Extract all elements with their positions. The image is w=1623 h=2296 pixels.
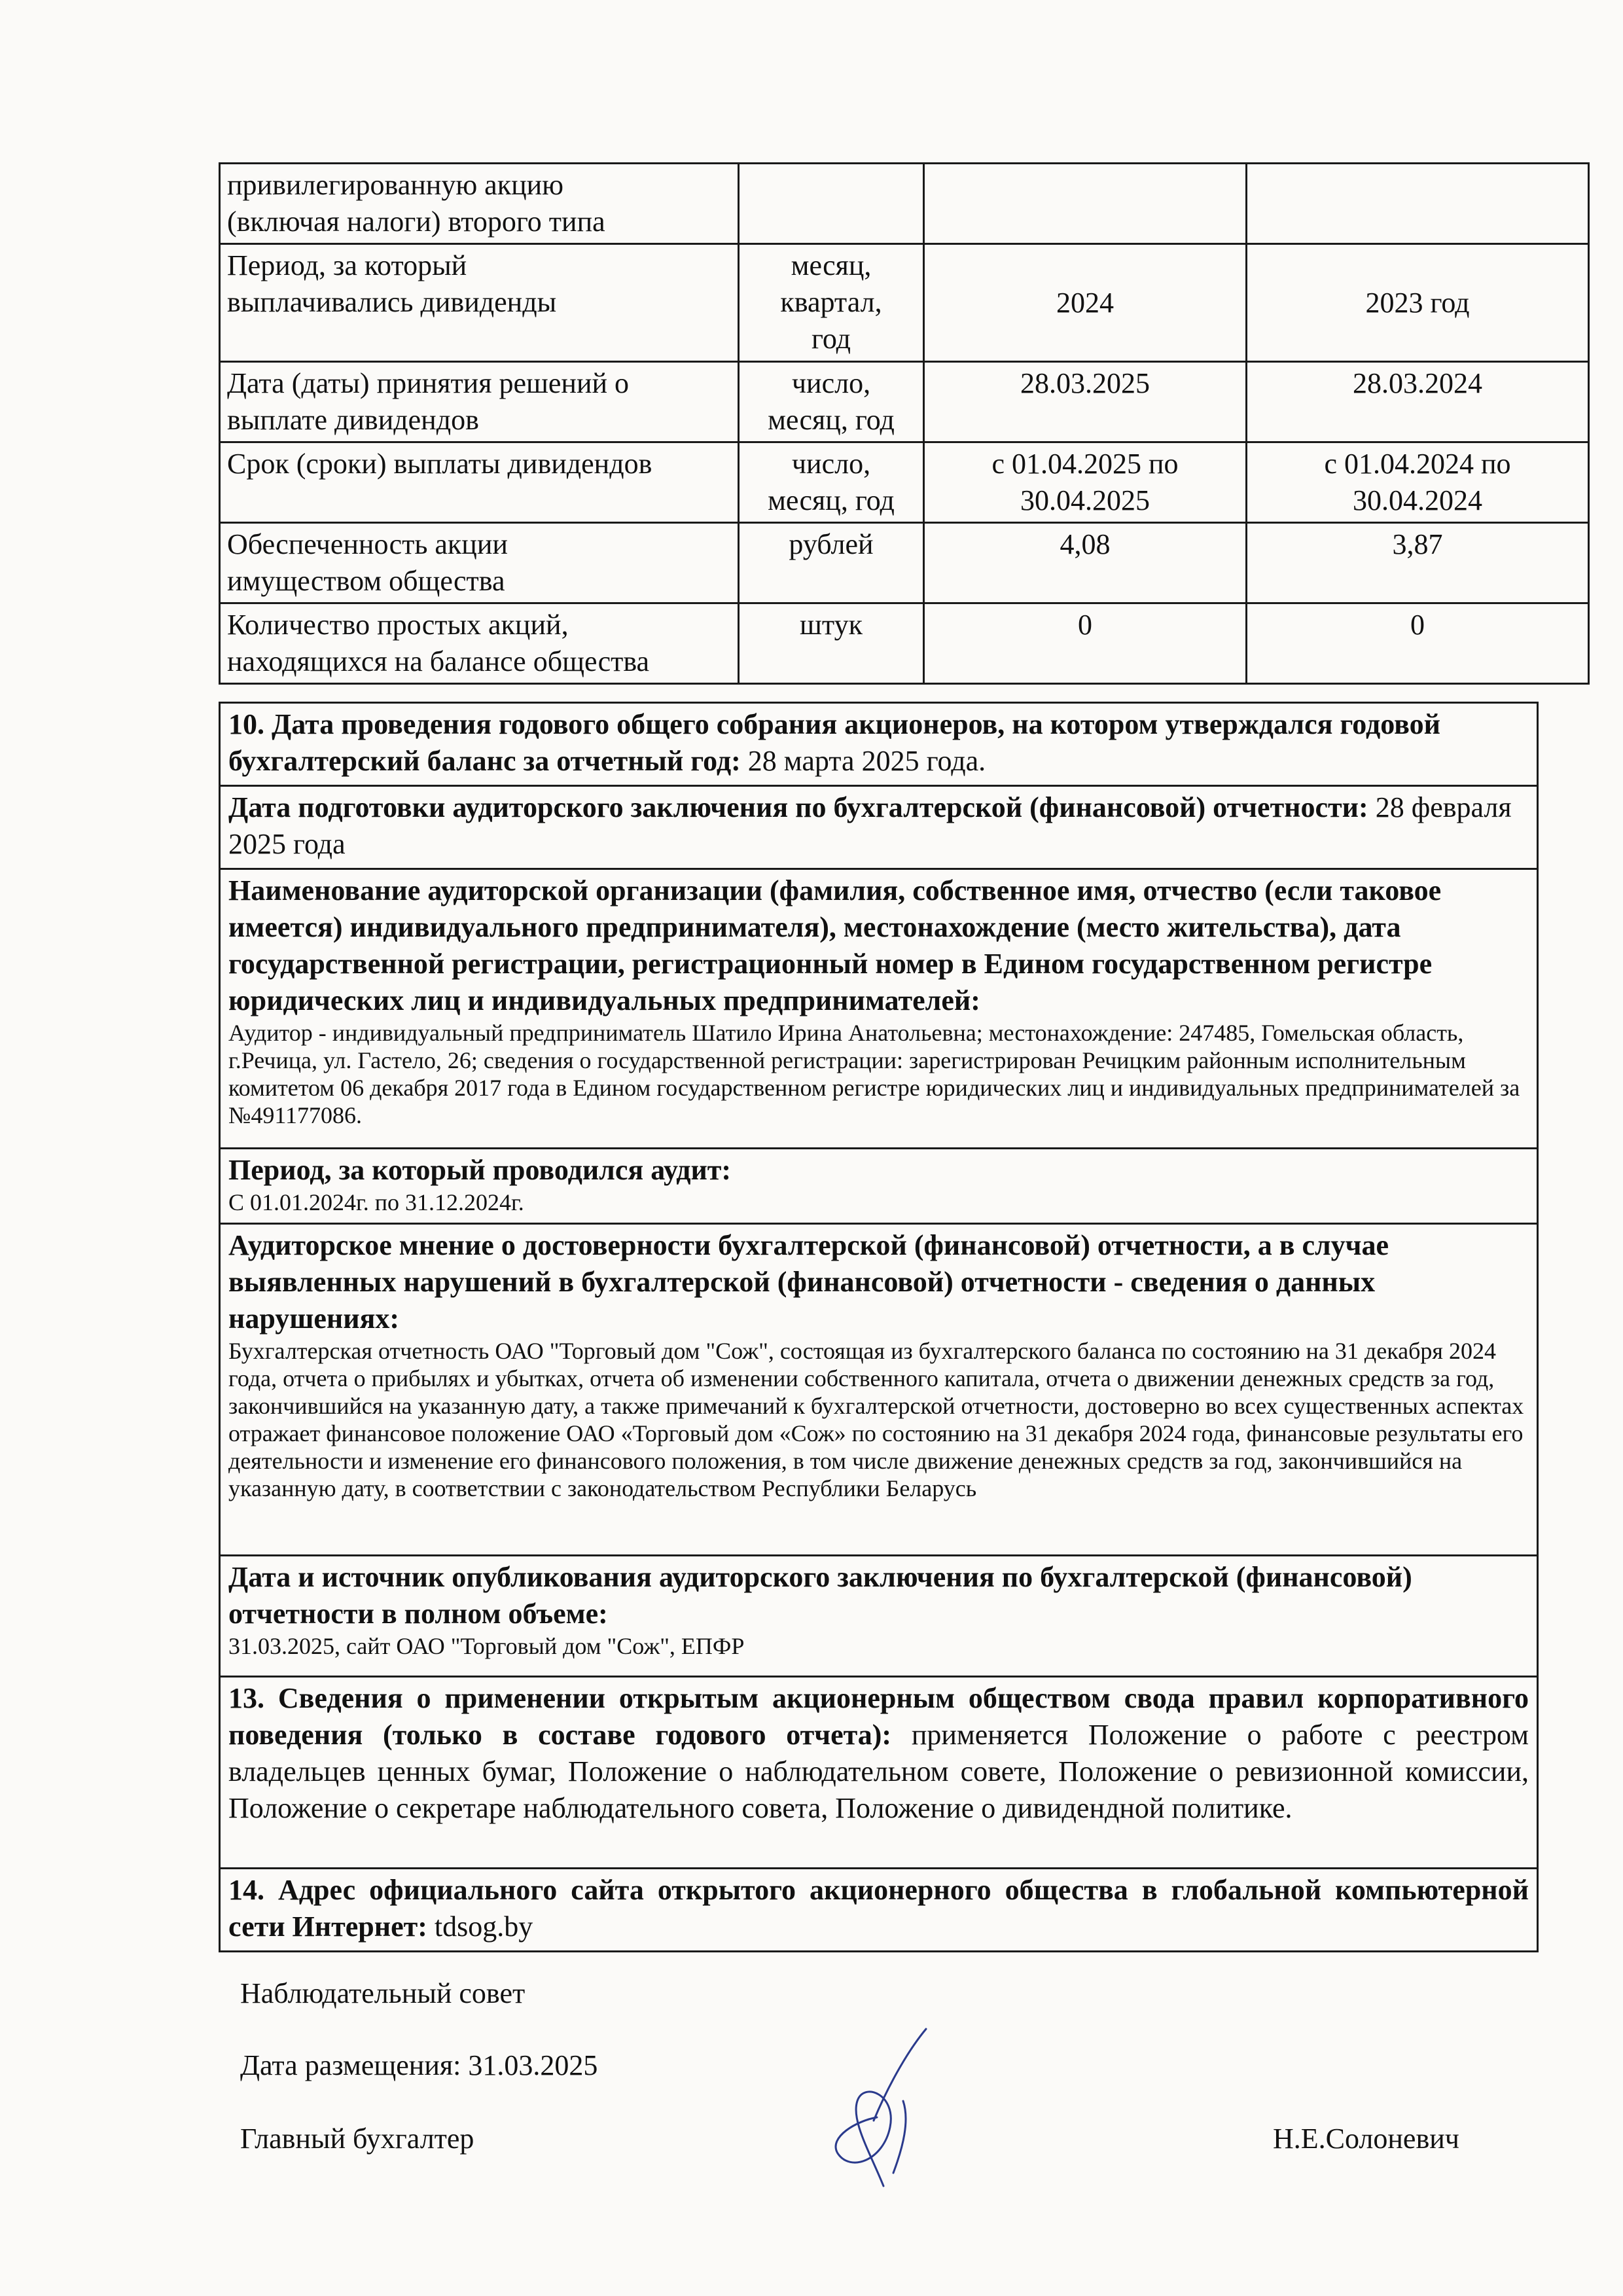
table-cell <box>739 442 924 523</box>
dividend-table <box>219 162 1590 685</box>
agm-date-row <box>220 703 1538 786</box>
table-cell <box>1247 362 1589 442</box>
audit-period-row <box>220 1149 1538 1224</box>
posting-date: Дата размещения: 31.03.2025 <box>240 2049 598 2081</box>
table-row <box>220 362 1589 442</box>
table-row <box>220 523 1589 603</box>
cell-line: число, <box>791 367 871 399</box>
table-cell <box>739 362 924 442</box>
audit-report-date-value: 28 февраля 2025 года <box>228 791 1512 860</box>
cell-line: привилегированную акцию <box>227 169 564 201</box>
table-cell <box>924 244 1247 362</box>
cell-line: месяц, год <box>768 404 895 436</box>
cell-line: 2023 год <box>1365 286 1470 319</box>
cell-line: находящихся на балансе общества <box>227 645 650 677</box>
auditor-row <box>220 869 1538 1149</box>
cell-line: рублей <box>789 528 874 560</box>
table-cell <box>220 603 739 684</box>
publication-row <box>220 1556 1538 1677</box>
audit-opinion-heading: Аудиторское мнение о достоверности бухгалтерской (финансовой) отчетности, а в случае выявленных нарушений в бухгалтерской (финансовой) отчетности - сведения о данных нарушениях: <box>228 1229 1389 1335</box>
cell-line: с 01.04.2024 по <box>1324 448 1511 480</box>
agm-date-heading: 10. Дата проведения годового общего собрания акционеров, на котором утверждался годовой бухгалтерский баланс за отчетный год: <box>228 708 1440 777</box>
website-heading: 14. Адрес официального сайта открытого акционерного общества в глобальной компьютерной сети Интернет: <box>228 1874 1529 1943</box>
cell-line: 28.03.2024 <box>1353 367 1482 399</box>
table-cell <box>924 523 1247 603</box>
table-cell <box>220 362 739 442</box>
chief-accountant-name: Н.Е.Солоневич <box>1273 2123 1459 2155</box>
table-cell <box>220 244 739 362</box>
table-cell <box>739 244 924 362</box>
cell-line: Период, за который <box>227 249 467 281</box>
audit-report-date-row <box>220 786 1538 869</box>
table-cell <box>924 164 1247 244</box>
cell-line: 4,08 <box>1060 528 1111 560</box>
cell-line: 3,87 <box>1392 528 1443 560</box>
table-cell <box>1247 244 1589 362</box>
cell-line: число, <box>791 448 871 480</box>
table-row <box>220 244 1589 362</box>
cell-line: 0 <box>1410 609 1425 641</box>
agm-date-value: 28 марта 2025 года. <box>740 745 986 777</box>
table-cell <box>739 164 924 244</box>
cell-line: Количество простых акций, <box>227 609 569 641</box>
signature-image <box>812 2022 942 2193</box>
chief-accountant-title: Главный бухгалтер <box>240 2123 474 2155</box>
cell-line: Дата (даты) принятия решений о <box>227 367 630 399</box>
table-row <box>220 442 1589 523</box>
cell-line: 0 <box>1078 609 1092 641</box>
table-cell <box>1247 164 1589 244</box>
cell-line: выплачивались дивиденды <box>227 286 557 318</box>
cell-line: год <box>811 323 851 355</box>
website-row <box>220 1869 1538 1952</box>
table-cell <box>220 523 739 603</box>
governance-code-heading: 13. Сведения о применении открытым акционерным обществом свода правил корпоративного поведения (только в составе годового отчета): <box>228 1682 1529 1751</box>
cell-line: с 01.04.2025 по <box>991 448 1179 480</box>
table-row <box>220 164 1589 244</box>
cell-line: месяц, год <box>768 484 895 516</box>
auditor-heading: Наименование аудиторской организации (фамилия, собственное имя, отчество (если таковое имеется) индивидуального предпринимателя), местонахождение (место жительства), дата государственной регистрации, регистрационный номер в Едином государственном регистре юридических лиц и индивидуальных предпринимателей: <box>228 874 1442 1016</box>
table-cell <box>220 164 739 244</box>
audit-period-value: С 01.01.2024г. по 31.12.2024г. <box>228 1189 524 1215</box>
auditor-details: Аудитор - индивидуальный предприниматель Шатило Ирина Анатольевна; местонахождение: 247485, Гомельская область, г.Речица, ул. Гастело, 26; сведения о государственной регистрации: зарегистрирован Речицким районным исполнительным комитетом 06 декабря 2017 года в Едином государственном регистре юридических лиц и индивидуальных предпринимателей за №491177086. <box>228 1020 1520 1128</box>
audit-report-date-heading: Дата подготовки аудиторского заключения по бухгалтерской (финансовой) отчетности: <box>228 791 1368 823</box>
cell-line: штук <box>800 609 863 641</box>
cell-line: имуществом общества <box>227 565 505 597</box>
audit-opinion-text: Бухгалтерская отчетность ОАО "Торговый дом "Сож", состоящая из бухгалтерского баланса по состоянию на 31 декабря 2024 года, отчета о прибылях и убытках, отчета об изменении собственного капитала, отчета о движении денежных средств за год, закончившийся на указанную дату, а также примечаний к бухгалтерской отчетности, достоверно во всех существенных аспектах отражает финансовое положение ОАО «Торговый дом «Сож» по состоянию на 31 декабря 2024 года, финансовые результаты его деятельности и изменение его финансового положения, в том числе движение денежных средств за год, закончившийся на указанную дату, в соответствии с законодательством Республики Беларусь <box>228 1338 1524 1501</box>
cell-line: (включая налоги) второго типа <box>227 206 605 238</box>
cell-line: Срок (сроки) выплаты дивидендов <box>227 448 652 480</box>
table-cell <box>924 442 1247 523</box>
table-cell <box>924 603 1247 684</box>
publication-value: 31.03.2025, сайт ОАО "Торговый дом "Сож", ЕПФР <box>228 1633 745 1659</box>
table-cell <box>1247 442 1589 523</box>
table-row <box>220 603 1589 684</box>
table-cell <box>1247 523 1589 603</box>
audit-opinion-row <box>220 1224 1538 1556</box>
audit-period-heading: Период, за который проводился аудит: <box>228 1154 732 1186</box>
cell-line: 2024 <box>1056 286 1114 319</box>
table-cell <box>739 603 924 684</box>
website-value: tdsog.by <box>427 1910 533 1943</box>
table-cell <box>924 362 1247 442</box>
cell-line: 28.03.2025 <box>1020 367 1150 399</box>
cell-line: месяц, <box>791 249 872 281</box>
publication-heading: Дата и источник опубликования аудиторского заключения по бухгалтерской (финансовой) отчетности в полном объеме: <box>228 1561 1412 1630</box>
table-cell <box>739 523 924 603</box>
cell-line: квартал, <box>780 286 882 318</box>
audit-info-table <box>219 702 1539 1952</box>
cell-line: 30.04.2024 <box>1353 484 1482 516</box>
table-cell <box>220 442 739 523</box>
table-cell <box>1247 603 1589 684</box>
governance-code-value: применяется Положение о работе с реестром владельцев ценных бумаг, Положение о наблюдательном совете, Положение о ревизионной комиссии, Положение о секретаре наблюдательного совета, Положение о дивидендной политике. <box>228 1719 1529 1824</box>
cell-line: 30.04.2025 <box>1020 484 1150 516</box>
board-label: Наблюдательный совет <box>240 1977 526 2009</box>
cell-line: выплате дивидендов <box>227 404 479 436</box>
cell-line: Обеспеченность акции <box>227 528 508 560</box>
governance-code-row <box>220 1677 1538 1869</box>
